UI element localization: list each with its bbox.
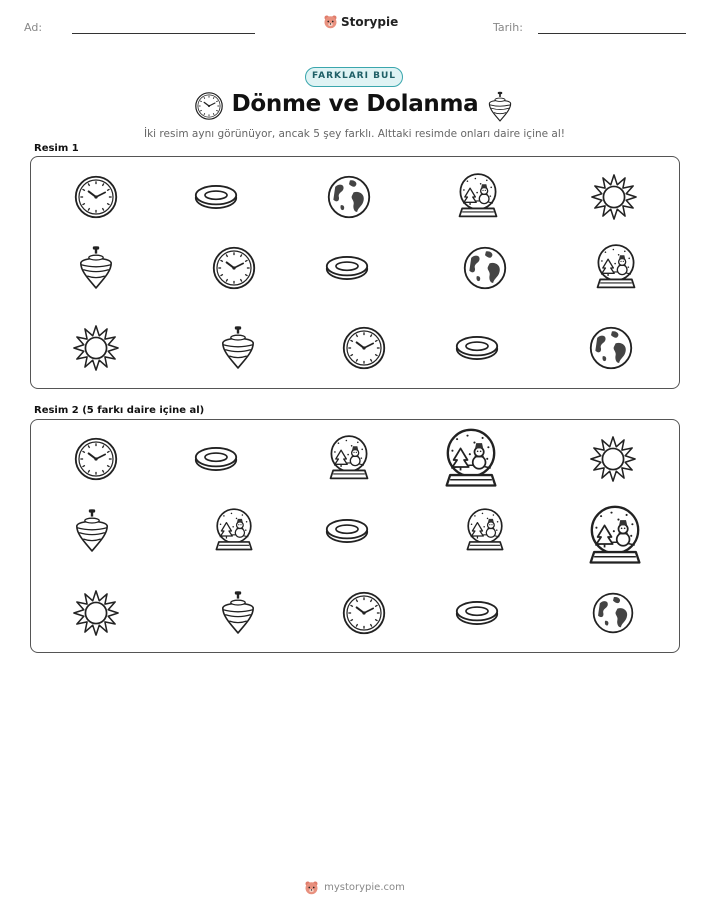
spinning-top-icon: [218, 323, 258, 373]
picture1-label: Resim 1: [34, 143, 79, 154]
ring-icon[interactable]: [324, 517, 370, 545]
bear-icon: [304, 880, 319, 895]
globe-icon[interactable]: [591, 591, 635, 635]
footer-url[interactable]: mystorypie.com: [324, 882, 405, 893]
sun-icon[interactable]: [72, 589, 120, 637]
snow-globe-icon[interactable]: [464, 507, 506, 555]
spinning-top-icon: [486, 91, 514, 123]
sun-icon: [590, 173, 638, 221]
name-label: Ad:: [24, 21, 43, 34]
globe-icon: [326, 174, 372, 220]
clock-icon: [211, 245, 257, 291]
brand-logo: [323, 14, 398, 29]
page-title: Dönme ve Dolanma: [231, 91, 479, 117]
footer: [0, 880, 709, 895]
globe-icon: [588, 325, 634, 371]
clock-icon[interactable]: [73, 436, 119, 482]
clock-icon[interactable]: [341, 590, 387, 636]
clock-icon: [73, 174, 119, 220]
clock-icon: [194, 91, 224, 121]
picture2-panel: [30, 419, 680, 653]
bear-icon: [323, 14, 338, 29]
ring-icon: [324, 254, 370, 282]
ring-icon[interactable]: [454, 599, 500, 627]
ring-icon: [454, 334, 500, 362]
sun-icon: [72, 324, 120, 372]
picture2-label: Resim 2 (5 farkı daire içine al): [34, 405, 205, 416]
picture1-panel: [30, 156, 680, 389]
snow-globe-icon[interactable]: [213, 507, 255, 555]
instructions: İki resim aynı görünüyor, ancak 5 şey farklı. Alttaki resimde onları daire içine al!: [144, 128, 565, 140]
spinning-top-icon[interactable]: [72, 506, 112, 556]
date-line[interactable]: [538, 33, 686, 34]
sun-icon[interactable]: [589, 435, 637, 483]
snow-globe-icon[interactable]: [327, 434, 371, 484]
ring-icon[interactable]: [193, 445, 239, 473]
globe-icon: [462, 245, 508, 291]
date-label: Tarih:: [493, 21, 523, 34]
spinning-top-icon[interactable]: [218, 588, 258, 638]
name-line[interactable]: [72, 33, 255, 34]
snow-globe-icon[interactable]: [586, 504, 644, 570]
snow-globe-icon: [594, 243, 638, 293]
clock-icon: [341, 325, 387, 371]
ring-icon: [193, 183, 239, 211]
spinning-top-icon: [76, 243, 116, 293]
find-differences-badge: FARKLARI BUL: [305, 67, 403, 87]
snow-globe-icon: [456, 172, 500, 222]
brand-name: Storypie: [341, 14, 399, 29]
snow-globe-icon[interactable]: [442, 427, 500, 493]
